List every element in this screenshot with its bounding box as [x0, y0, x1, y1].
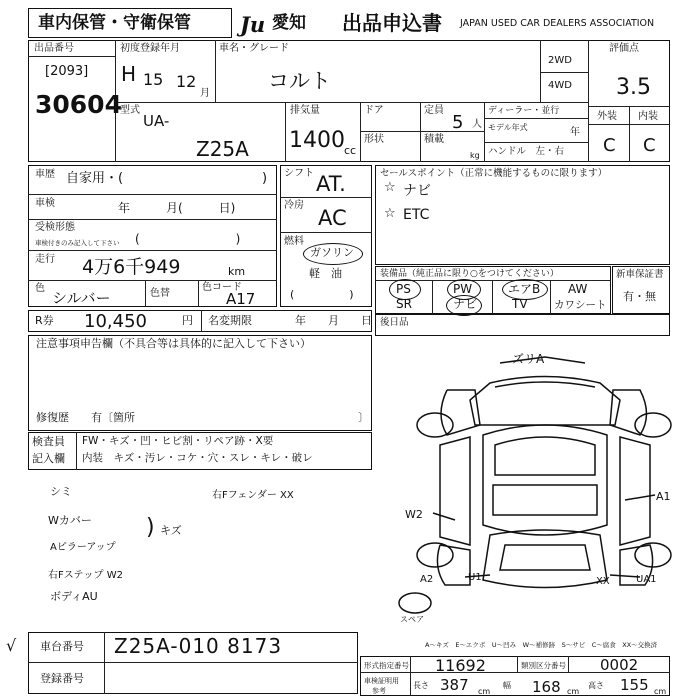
- warranty-value: 有・無: [623, 290, 656, 303]
- height-value: 155: [620, 676, 649, 694]
- capacity-unit: 人: [472, 119, 482, 130]
- cooling-value: AC: [318, 206, 347, 230]
- inspection-value: 年 月( 日): [118, 201, 236, 215]
- lot-sub: [2093]: [45, 64, 89, 79]
- receive-label: 受検形態: [35, 222, 75, 233]
- interior-grade: C: [643, 135, 656, 156]
- color-label: 色: [35, 283, 45, 294]
- equip-pw: PW: [453, 282, 473, 296]
- registration-year: 15: [143, 70, 164, 89]
- length-label: 長さ: [413, 681, 429, 690]
- displacement-value: 1400: [289, 128, 345, 153]
- model-year-label: モデル年式: [488, 123, 528, 132]
- drive-4wd: 4WD: [548, 80, 572, 91]
- damage-legend: A～キズ E～エクボ U～凹み W～補修跡 S～サビ C～腐食 XX～交換済: [425, 641, 658, 649]
- fuel-paren: ( ): [290, 288, 354, 301]
- repair-label: 修復歴 有〔箇所: [36, 411, 135, 424]
- inspector-label-1: 検査員: [32, 435, 65, 448]
- margin-mark: √: [6, 636, 17, 655]
- width-unit: cm: [567, 687, 580, 696]
- comment-4: Aピラーアップ: [50, 542, 116, 553]
- exterior-label: 外装: [597, 111, 617, 122]
- inspector-label-2: 記入欄: [32, 452, 65, 465]
- sales-mark-1: ☆: [384, 180, 396, 195]
- sales-points-label: セールスポイント（正常に機能するものに限ります）: [380, 168, 608, 179]
- capacity-label: 定員: [424, 105, 444, 116]
- fuel-gasoline: ガソリン: [310, 246, 354, 259]
- registration-month-unit: 月: [200, 88, 210, 99]
- name-change-label: 名変期限: [208, 314, 252, 327]
- equip-sr: SR: [396, 297, 412, 311]
- receive-value: ( ): [135, 232, 241, 246]
- color-code-label: 色コード: [202, 282, 242, 293]
- color-code-value: A17: [226, 290, 256, 308]
- recycle-label: R券: [35, 314, 54, 327]
- association-label: JAPAN USED CAR DEALERS ASSOCIATION: [460, 18, 655, 29]
- diagram-label-u1: U1: [468, 572, 482, 583]
- ref-label: 参考: [372, 687, 386, 695]
- warranty-label: 新車保証書: [616, 269, 664, 280]
- comment-2: 右Fフェンダー XX: [212, 490, 294, 501]
- rear-items-label: 後日品: [380, 317, 409, 328]
- history-close: ): [262, 171, 268, 186]
- handle-label: ハンドル 左・右: [488, 146, 565, 157]
- registration-label: 初度登録年月: [120, 43, 180, 54]
- type-label: 形式指定番号: [364, 661, 409, 670]
- shape-label: 形状: [364, 134, 384, 145]
- repaint-label: 色替: [150, 288, 170, 299]
- chassis-label: 車台番号: [40, 640, 84, 653]
- model-code: Z25A: [196, 137, 249, 161]
- sales-point-1: ナビ: [403, 183, 431, 199]
- mileage-value: 4万6千949: [82, 256, 181, 278]
- inspector-row-1: FW・キズ・凹・ヒビ割・リペア跡・X要: [82, 435, 274, 447]
- recycle-value: 10,450: [84, 311, 147, 332]
- spare-label: スペア: [400, 615, 424, 624]
- history-value: 自家用・(: [66, 171, 124, 186]
- displacement-unit: cc: [344, 144, 357, 157]
- diagram-label-w2: W2: [405, 508, 423, 521]
- load-label: 積載: [424, 134, 444, 145]
- repair-close: 〕: [358, 411, 369, 424]
- history-label: 車歴: [35, 169, 55, 180]
- model-prefix: UA-: [143, 112, 170, 130]
- color-value: シルバー: [52, 289, 111, 307]
- rear-items-box: [375, 314, 670, 336]
- mileage-unit: km: [228, 265, 246, 278]
- interior-label: 内装: [638, 111, 658, 122]
- ju-logo: Ju: [240, 12, 266, 37]
- shift-label: シフト: [284, 168, 314, 179]
- comment-6: 右Fステップ W2: [48, 570, 123, 581]
- comment-3: Wカバー: [48, 514, 92, 527]
- height-unit: cm: [654, 687, 667, 696]
- brand-label: 愛知: [272, 13, 306, 33]
- import-label: ディーラー・並行: [488, 106, 560, 116]
- rating-value: 3.5: [616, 75, 651, 100]
- diagram-label-ua1: UA1: [636, 574, 657, 585]
- comment-bracket: ): [146, 515, 155, 540]
- registration-era: H: [121, 62, 137, 86]
- type-value: 11692: [435, 656, 486, 675]
- equip-tv: TV: [512, 297, 528, 311]
- mileage-label: 走行: [35, 254, 55, 265]
- capacity-value: 5: [452, 112, 464, 133]
- equip-ps: PS: [396, 282, 411, 296]
- inspector-row-2: 内装 キズ・汚レ・コケ・穴・スレ・キレ・破レ: [82, 452, 313, 464]
- equip-ps-circle: [389, 279, 421, 300]
- notes-label: 注意事項申告欄（不具合等は具体的に記入して下さい）: [36, 337, 311, 350]
- chassis-value: Z25A-010 8173: [114, 634, 283, 658]
- lot-label: 出品番号: [34, 43, 74, 54]
- width-label: 幅: [503, 681, 511, 690]
- fuel-diesel: 軽 油: [309, 267, 342, 280]
- sales-mark-2: ☆: [384, 206, 396, 221]
- equip-airbag: エアB: [508, 282, 541, 296]
- reg-number-label: 登録番号: [40, 672, 84, 685]
- recycle-unit: 円: [182, 314, 193, 327]
- receive-note: 車検付きのみ記入して下さい: [35, 239, 120, 247]
- length-unit: cm: [478, 687, 491, 696]
- shift-value: AT.: [316, 172, 346, 196]
- door-label: ドア: [364, 105, 384, 116]
- length-value: 387: [440, 676, 469, 694]
- rating-label: 評価点: [609, 43, 639, 54]
- inspection-label: 車検: [35, 198, 55, 209]
- equip-navi-circle: [446, 295, 482, 316]
- car-name: コルト: [268, 69, 331, 93]
- storage-label: 車内保管・守衛保管: [38, 13, 191, 33]
- name-change-value: 年 月 日: [295, 314, 372, 327]
- diagram-label-a2: A2: [420, 574, 434, 585]
- equipment-label: 装備品（純正品に限り○をつけてください）: [380, 269, 559, 279]
- fuel-label: 燃料: [284, 236, 304, 247]
- class-label: 類別区分番号: [521, 661, 566, 670]
- displacement-label: 排気量: [290, 105, 320, 116]
- equip-seat: カワシート: [554, 299, 607, 311]
- drive-2wd: 2WD: [548, 55, 572, 66]
- model-label: 型式: [120, 105, 140, 116]
- comment-5: キズ: [160, 524, 182, 537]
- sales-point-2: ETC: [403, 207, 430, 223]
- comment-1: シミ: [50, 485, 72, 498]
- width-value: 168: [532, 678, 561, 696]
- class-value: 0002: [600, 656, 639, 674]
- lot-number: 30604: [35, 90, 122, 119]
- load-unit: kg: [470, 151, 480, 160]
- exterior-grade: C: [603, 135, 616, 156]
- equip-navi: ナビ: [453, 297, 478, 311]
- diagram-label-xx: XX: [596, 576, 610, 587]
- form-title: 出品申込書: [342, 11, 442, 35]
- cooling-label: 冷房: [284, 200, 304, 211]
- comment-7: ボディAU: [50, 590, 98, 603]
- diagram-top-note: ズリA: [512, 352, 545, 366]
- cert-label: 車検証明用: [364, 677, 399, 685]
- model-year-unit: 年: [570, 127, 580, 138]
- registration-month: 12: [176, 72, 197, 91]
- car-label: 車名・グレード: [219, 43, 289, 54]
- height-label: 高さ: [588, 681, 604, 690]
- equip-airbag-circle: [502, 279, 548, 300]
- diagram-label-a1: A1: [656, 490, 671, 503]
- equip-aw: AW: [568, 282, 588, 296]
